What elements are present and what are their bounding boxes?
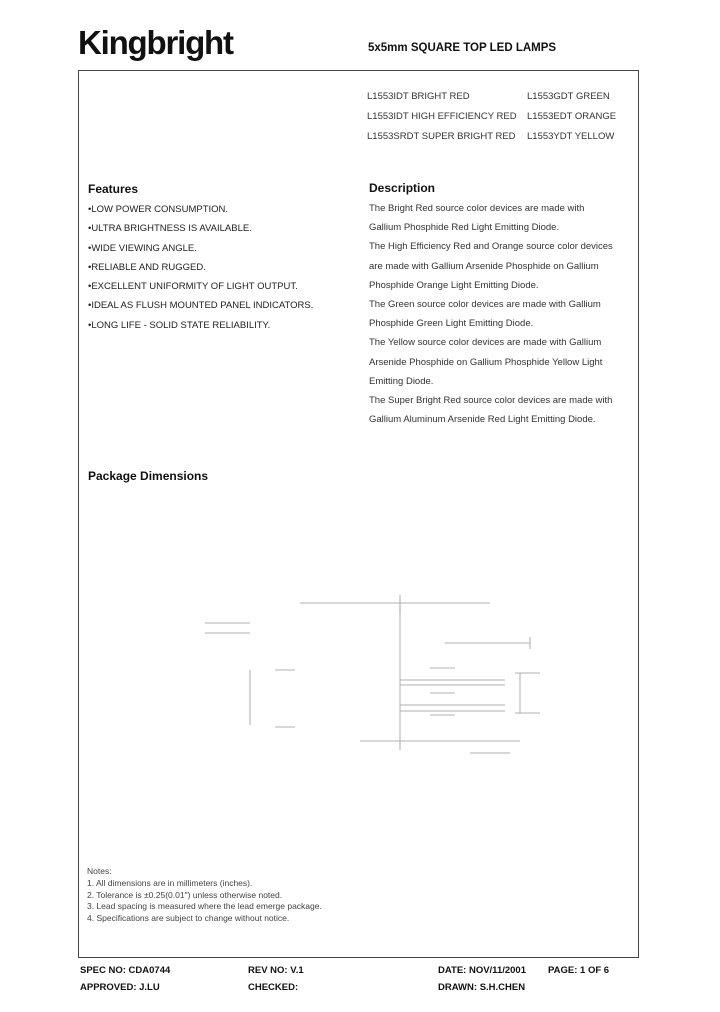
part-list-left — [367, 87, 517, 148]
features-heading: Features — [88, 182, 139, 196]
features-list — [88, 200, 313, 335]
approved-by: APPROVED: J.LU — [80, 982, 160, 993]
part-number: L1553YDT YELLOW — [527, 131, 615, 143]
part-number: L1553IDT BRIGHT RED — [367, 91, 470, 102]
feature-item: •ULTRA BRIGHTNESS IS AVAILABLE. — [88, 223, 252, 235]
description-heading: Description — [369, 181, 436, 195]
description-line: The Yellow source color devices are made with Gallium — [369, 337, 602, 349]
description-line: Gallium Aluminum Arsenide Red Light Emitting Diode. — [369, 414, 596, 426]
part-number: L1553GDT GREEN — [527, 91, 610, 102]
description-line: The Super Bright Red source color devices are made with — [369, 395, 613, 407]
note-line: 3. Lead spacing is measured where the lead emerge package. — [87, 901, 322, 912]
description-line: The Bright Red source color devices are made with — [369, 203, 585, 214]
notes-block — [87, 866, 322, 925]
feature-item: •IDEAL AS FLUSH MOUNTED PANEL INDICATORS. — [88, 300, 314, 312]
description-line: Arsenide Phosphide on Gallium Phosphide Yellow Light — [369, 356, 603, 368]
package-dimensions-drawing — [190, 585, 550, 775]
document-title: 5x5mm SQUARE TOP LED LAMPS — [368, 42, 557, 54]
part-number: L1553SRDT SUPER BRIGHT RED — [367, 131, 516, 143]
document-date: DATE: NOV/11/2001 — [438, 965, 527, 976]
description-line: Emitting Diode. — [369, 375, 434, 387]
part-number: L1553EDT ORANGE — [527, 111, 617, 123]
feature-item: •EXCELLENT UNIFORMITY OF LIGHT OUTPUT. — [88, 281, 298, 293]
description-line: Phosphide Orange Light Emitting Diode. — [369, 279, 539, 291]
drawn-by: DRAWN: S.H.CHEN — [438, 982, 526, 993]
note-line: 2. Tolerance is ±0.25(0.01") unless otherwise noted. — [87, 889, 283, 900]
part-list-right — [527, 87, 616, 148]
feature-item: •RELIABLE AND RUGGED. — [88, 261, 206, 273]
part-number: L1553IDT HIGH EFFICIENCY RED — [367, 111, 517, 123]
revision-number: REV NO: V.1 — [248, 965, 304, 976]
checked-by: CHECKED: — [248, 982, 299, 993]
package-dimensions-heading: Package Dimensions — [88, 469, 209, 483]
page-number: PAGE: 1 OF 6 — [548, 965, 610, 976]
feature-item: •LOW POWER CONSUMPTION. — [88, 204, 229, 215]
feature-item: •LONG LIFE - SOLID STATE RELIABILITY. — [88, 319, 271, 331]
description-text — [369, 199, 631, 429]
note-line: Notes: — [87, 866, 112, 876]
description-line: Phosphide Green Light Emitting Diode. — [369, 318, 534, 330]
brand-logo: Kingbright — [78, 24, 233, 61]
feature-item: •WIDE VIEWING ANGLE. — [88, 242, 197, 254]
description-line: Gallium Phosphide Red Light Emitting Diode. — [369, 222, 560, 234]
description-line: are made with Gallium Arsenide Phosphide on Gallium — [369, 260, 599, 272]
spec-number: SPEC NO: CDA0744 — [80, 965, 171, 976]
description-line: The High Efficiency Red and Orange source color devices — [369, 241, 613, 253]
description-line: The Green source color devices are made with Gallium — [369, 299, 601, 311]
note-line: 1. All dimensions are in millimeters (inches). — [87, 877, 253, 888]
note-line: 4. Specifications are subject to change without notice. — [87, 913, 290, 924]
